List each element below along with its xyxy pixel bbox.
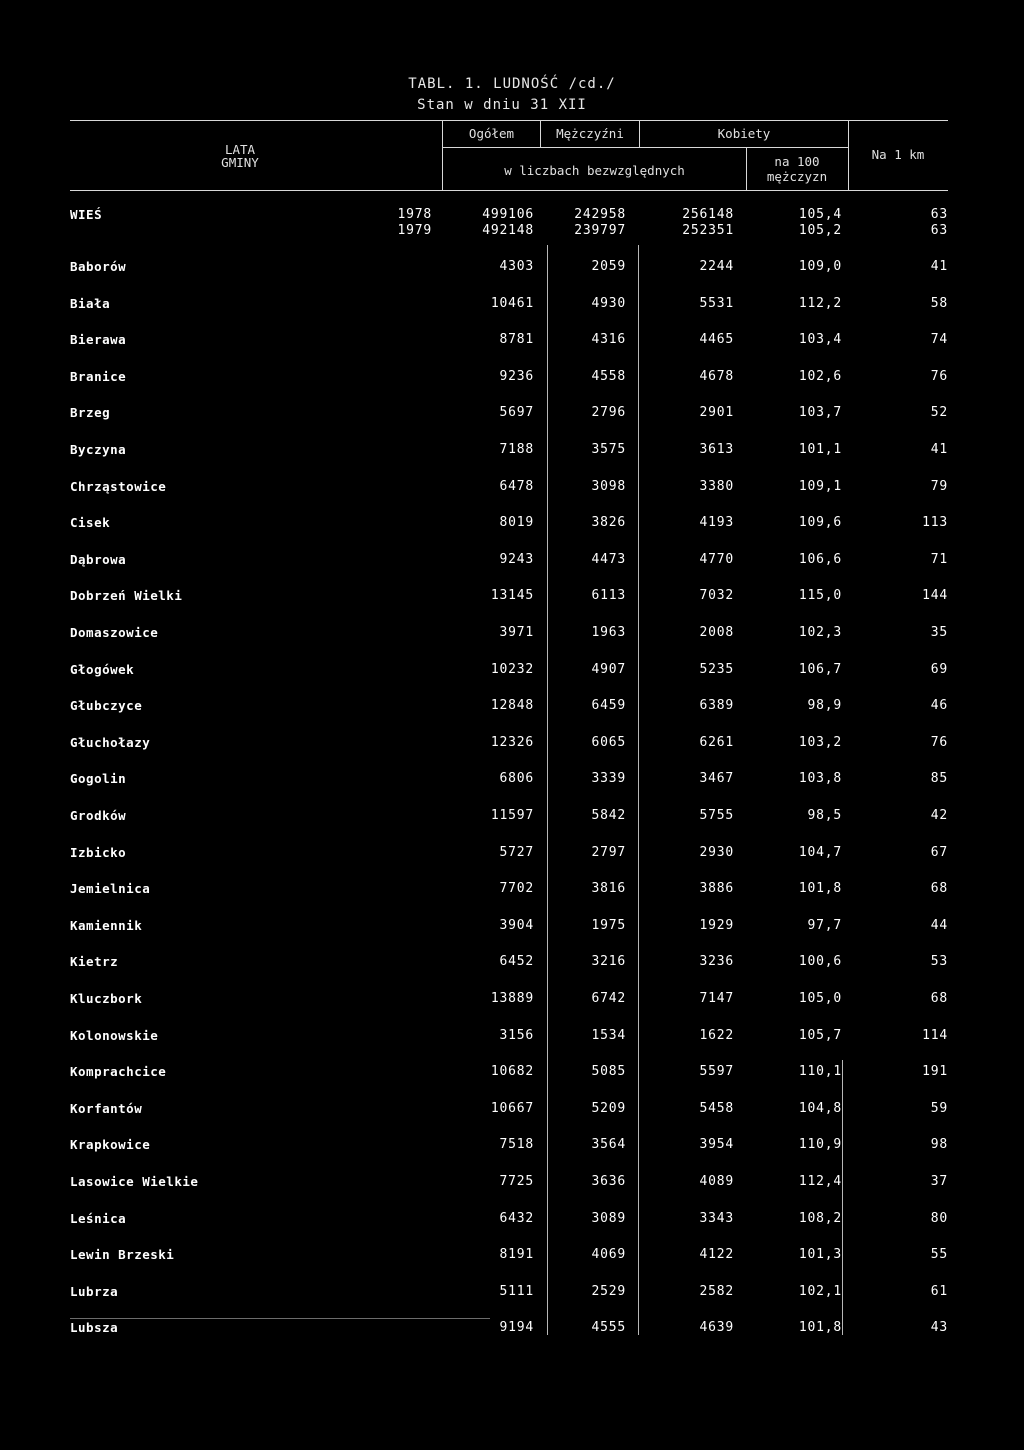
women-cell: 1929 xyxy=(699,918,734,933)
total-cell: 11597 xyxy=(490,808,534,823)
men-cell: 3564 xyxy=(591,1137,626,1152)
ratio-cell: 108,2 xyxy=(798,1211,842,1226)
density-cell: 46 xyxy=(930,698,948,713)
women-cell: 7032 xyxy=(699,588,734,603)
row-name: Leśnica xyxy=(70,1211,127,1226)
ratio-cell: 102,3 xyxy=(798,625,842,640)
row-name: Bierawa xyxy=(70,332,127,347)
total-cell: 7702 xyxy=(499,881,534,896)
row-name: Kietrz xyxy=(70,954,119,969)
men-cell: 4473 xyxy=(591,552,626,567)
women-cell: 3613 xyxy=(699,442,734,457)
total-cell: 6452 xyxy=(499,954,534,969)
women-cell: 3380 xyxy=(699,479,734,494)
women-cell: 6261 xyxy=(699,735,734,750)
men-cell: 4558 xyxy=(591,369,626,384)
row-name: Lewin Brzeski xyxy=(70,1247,175,1262)
density-cell: 67 xyxy=(930,845,948,860)
header-w-liczbach: w liczbach bezwzględnych xyxy=(504,163,685,178)
ratio-cell: 104,8 xyxy=(798,1101,842,1116)
total-cell: 10682 xyxy=(490,1064,534,1079)
men-cell: 4069 xyxy=(591,1247,626,1262)
men-cell: 3826 xyxy=(591,515,626,530)
men-cell: 3636 xyxy=(591,1174,626,1189)
women-cell: 5235 xyxy=(699,662,734,677)
row-name: Głogówek xyxy=(70,662,135,677)
women-cell: 3954 xyxy=(699,1137,734,1152)
men-cell: 5842 xyxy=(591,808,626,823)
women-cell: 5755 xyxy=(699,808,734,823)
men-cell: 3089 xyxy=(591,1211,626,1226)
ratio-cell: 110,1 xyxy=(798,1064,842,1079)
total-cell: 8019 xyxy=(499,515,534,530)
density-cell: 42 xyxy=(930,808,948,823)
ratio-cell: 109,6 xyxy=(798,515,842,530)
women-cell: 3467 xyxy=(699,771,734,786)
total-cell: 9236 xyxy=(499,369,534,384)
men-cell: 1975 xyxy=(591,918,626,933)
total-cell: 9243 xyxy=(499,552,534,567)
ratio-cell: 103,2 xyxy=(798,735,842,750)
row-name: Dobrzeń Wielki xyxy=(70,588,183,603)
header-na1km: Na 1 km xyxy=(871,147,925,162)
total-cell: 8781 xyxy=(499,332,534,347)
women-cell: 1622 xyxy=(699,1028,734,1043)
total-cell: 9194 xyxy=(499,1320,534,1335)
total-cell: 6432 xyxy=(499,1211,534,1226)
total-cell: 7725 xyxy=(499,1174,534,1189)
women-cell: 6389 xyxy=(699,698,734,713)
header-na100: na 100 xyxy=(774,154,820,169)
density-cell: 144 xyxy=(922,588,948,603)
men-cell: 4930 xyxy=(591,296,626,311)
density-cell: 79 xyxy=(930,479,948,494)
ratio-cell: 101,8 xyxy=(798,881,842,896)
women-cell: 4193 xyxy=(699,515,734,530)
row-name: Branice xyxy=(70,369,127,384)
header-kobiety: Kobiety xyxy=(717,126,771,141)
ratio-cell: 97,7 xyxy=(807,918,842,933)
row-name: Lubrza xyxy=(70,1284,119,1299)
men-cell: 6459 xyxy=(591,698,626,713)
total-cell: 6806 xyxy=(499,771,534,786)
men-cell: 242958 xyxy=(574,207,626,222)
men-cell: 2797 xyxy=(591,845,626,860)
row-name: Lubsza xyxy=(70,1320,119,1335)
women-cell: 4122 xyxy=(699,1247,734,1262)
density-cell: 68 xyxy=(930,991,948,1006)
ratio-cell: 112,2 xyxy=(798,296,842,311)
ratio-cell: 100,6 xyxy=(798,954,842,969)
total-cell: 3904 xyxy=(499,918,534,933)
density-cell: 61 xyxy=(930,1284,948,1299)
row-name: Kolonowskie xyxy=(70,1028,159,1043)
women-cell: 3236 xyxy=(699,954,734,969)
women-cell: 4678 xyxy=(699,369,734,384)
row-name: Kluczbork xyxy=(70,991,143,1006)
footer-rule xyxy=(70,1318,490,1319)
density-cell: 69 xyxy=(930,662,948,677)
header-top-rule xyxy=(70,120,948,121)
header-ogolem: Ogółem xyxy=(468,126,515,141)
men-cell: 2529 xyxy=(591,1284,626,1299)
ratio-cell: 109,1 xyxy=(798,479,842,494)
density-cell: 114 xyxy=(922,1028,948,1043)
row-name: Korfantów xyxy=(70,1101,143,1116)
row-name: Gogolin xyxy=(70,771,127,786)
men-cell: 6742 xyxy=(591,991,626,1006)
total-cell: 10232 xyxy=(490,662,534,677)
density-cell: 55 xyxy=(930,1247,948,1262)
men-cell: 239797 xyxy=(574,223,626,238)
men-cell: 6113 xyxy=(591,588,626,603)
density-cell: 74 xyxy=(930,332,948,347)
density-cell: 44 xyxy=(930,918,948,933)
density-cell: 71 xyxy=(930,552,948,567)
women-cell: 5531 xyxy=(699,296,734,311)
density-cell: 35 xyxy=(930,625,948,640)
row-name: Baborów xyxy=(70,259,127,274)
year-cell: 1978 xyxy=(397,207,432,222)
column-rule xyxy=(842,1060,843,1335)
ratio-cell: 112,4 xyxy=(798,1174,842,1189)
women-cell: 3886 xyxy=(699,881,734,896)
density-cell: 76 xyxy=(930,735,948,750)
total-cell: 3156 xyxy=(499,1028,534,1043)
men-cell: 6065 xyxy=(591,735,626,750)
table-title: TABL. 1. LUDNOŚĆ /cd./ xyxy=(408,76,616,92)
women-cell: 256148 xyxy=(682,207,734,222)
ratio-cell: 106,7 xyxy=(798,662,842,677)
ratio-cell: 105,7 xyxy=(798,1028,842,1043)
total-cell: 5727 xyxy=(499,845,534,860)
density-cell: 68 xyxy=(930,881,948,896)
row-name: Grodków xyxy=(70,808,127,823)
ratio-cell: 98,9 xyxy=(807,698,842,713)
women-cell: 5597 xyxy=(699,1064,734,1079)
total-cell: 12848 xyxy=(490,698,534,713)
summary-label: WIEŚ xyxy=(70,207,103,222)
women-cell: 4465 xyxy=(699,332,734,347)
density-cell: 52 xyxy=(930,405,948,420)
ratio-cell: 105,4 xyxy=(798,207,842,222)
ratio-cell: 103,4 xyxy=(798,332,842,347)
men-cell: 4316 xyxy=(591,332,626,347)
ratio-cell: 115,0 xyxy=(798,588,842,603)
total-cell: 10667 xyxy=(490,1101,534,1116)
men-cell: 4555 xyxy=(591,1320,626,1335)
men-cell: 3098 xyxy=(591,479,626,494)
ratio-cell: 102,1 xyxy=(798,1284,842,1299)
density-cell: 53 xyxy=(930,954,948,969)
ratio-cell: 105,0 xyxy=(798,991,842,1006)
table-subtitle: Stan w dniu 31 XII xyxy=(417,97,587,113)
men-cell: 5209 xyxy=(591,1101,626,1116)
row-name: Chrząstowice xyxy=(70,479,167,494)
row-name: Dąbrowa xyxy=(70,552,127,567)
row-name: Krapkowice xyxy=(70,1137,151,1152)
density-cell: 59 xyxy=(930,1101,948,1116)
row-name: Komprachcice xyxy=(70,1064,167,1079)
women-cell: 3343 xyxy=(699,1211,734,1226)
ratio-cell: 101,8 xyxy=(798,1320,842,1335)
row-name: Domaszowice xyxy=(70,625,159,640)
header-mid-rule xyxy=(442,147,848,148)
total-cell: 492148 xyxy=(482,223,534,238)
total-cell: 10461 xyxy=(490,296,534,311)
row-name: Izbicko xyxy=(70,845,127,860)
header-mezczyzni: Mężczyźni xyxy=(556,126,624,141)
total-cell: 5111 xyxy=(499,1284,534,1299)
row-name: Głubczyce xyxy=(70,698,143,713)
women-cell: 7147 xyxy=(699,991,734,1006)
ratio-cell: 103,7 xyxy=(798,405,842,420)
men-cell: 1963 xyxy=(591,625,626,640)
row-name: Biała xyxy=(70,296,111,311)
ratio-cell: 106,6 xyxy=(798,552,842,567)
ratio-cell: 101,3 xyxy=(798,1247,842,1262)
total-cell: 13145 xyxy=(490,588,534,603)
row-name: Lasowice Wielkie xyxy=(70,1174,199,1189)
row-name: Byczyna xyxy=(70,442,127,457)
row-name: Cisek xyxy=(70,515,111,530)
men-cell: 3339 xyxy=(591,771,626,786)
men-cell: 3816 xyxy=(591,881,626,896)
men-cell: 4907 xyxy=(591,662,626,677)
ratio-cell: 101,1 xyxy=(798,442,842,457)
density-cell: 37 xyxy=(930,1174,948,1189)
header-mezczyzn: mężczyzn xyxy=(766,169,828,184)
density-cell: 41 xyxy=(930,259,948,274)
density-cell: 98 xyxy=(930,1137,948,1152)
women-cell: 2244 xyxy=(699,259,734,274)
density-cell: 43 xyxy=(930,1320,948,1335)
women-cell: 2582 xyxy=(699,1284,734,1299)
women-cell: 5458 xyxy=(699,1101,734,1116)
total-cell: 12326 xyxy=(490,735,534,750)
total-cell: 6478 xyxy=(499,479,534,494)
header-lata: LATA xyxy=(224,142,256,157)
row-name: Głuchołazy xyxy=(70,735,151,750)
total-cell: 4303 xyxy=(499,259,534,274)
ratio-cell: 102,6 xyxy=(798,369,842,384)
ratio-cell: 98,5 xyxy=(807,808,842,823)
total-cell: 7188 xyxy=(499,442,534,457)
women-cell: 252351 xyxy=(682,223,734,238)
total-cell: 7518 xyxy=(499,1137,534,1152)
men-cell: 3575 xyxy=(591,442,626,457)
density-cell: 76 xyxy=(930,369,948,384)
total-cell: 5697 xyxy=(499,405,534,420)
men-cell: 2059 xyxy=(591,259,626,274)
men-cell: 2796 xyxy=(591,405,626,420)
density-cell: 63 xyxy=(930,207,948,222)
density-cell: 58 xyxy=(930,296,948,311)
ratio-cell: 104,7 xyxy=(798,845,842,860)
density-cell: 41 xyxy=(930,442,948,457)
men-cell: 5085 xyxy=(591,1064,626,1079)
women-cell: 2930 xyxy=(699,845,734,860)
total-cell: 8191 xyxy=(499,1247,534,1262)
year-cell: 1979 xyxy=(397,223,432,238)
total-cell: 13889 xyxy=(490,991,534,1006)
header-gminy: GMINY xyxy=(221,155,259,170)
row-name: Brzeg xyxy=(70,405,111,420)
ratio-cell: 103,8 xyxy=(798,771,842,786)
density-cell: 191 xyxy=(922,1064,948,1079)
women-cell: 4639 xyxy=(699,1320,734,1335)
row-name: Kamiennik xyxy=(70,918,143,933)
women-cell: 4089 xyxy=(699,1174,734,1189)
ratio-cell: 110,9 xyxy=(798,1137,842,1152)
men-cell: 1534 xyxy=(591,1028,626,1043)
total-cell: 499106 xyxy=(482,207,534,222)
women-cell: 4770 xyxy=(699,552,734,567)
density-cell: 63 xyxy=(930,223,948,238)
header-bottom-rule xyxy=(70,190,948,191)
men-cell: 3216 xyxy=(591,954,626,969)
ratio-cell: 109,0 xyxy=(798,259,842,274)
row-name: Jemielnica xyxy=(70,881,151,896)
density-cell: 85 xyxy=(930,771,948,786)
women-cell: 2901 xyxy=(699,405,734,420)
density-cell: 80 xyxy=(930,1211,948,1226)
total-cell: 3971 xyxy=(499,625,534,640)
women-cell: 2008 xyxy=(699,625,734,640)
density-cell: 113 xyxy=(922,515,948,530)
ratio-cell: 105,2 xyxy=(798,223,842,238)
